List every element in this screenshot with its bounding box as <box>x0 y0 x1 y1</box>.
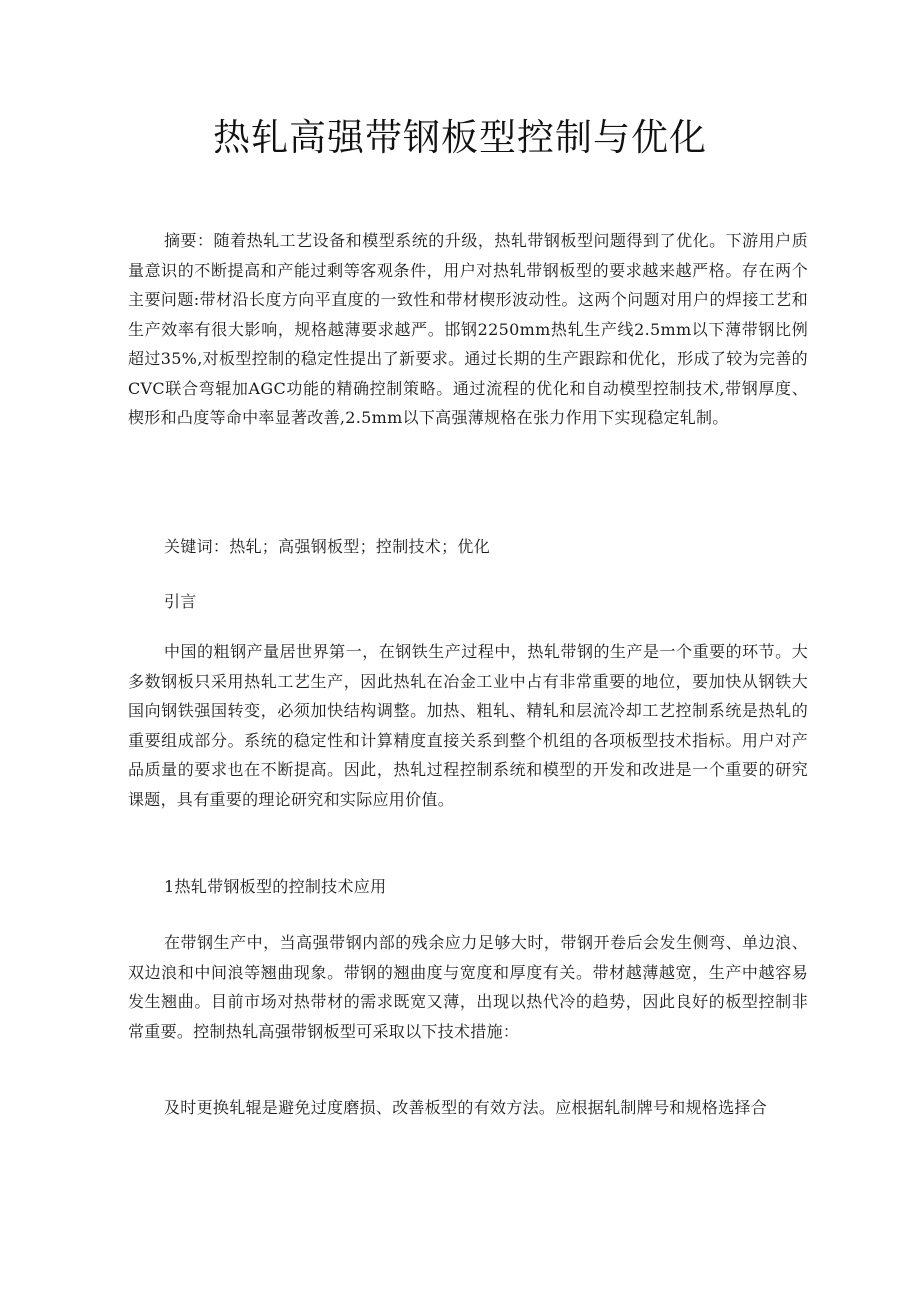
keywords-line: 关键词：热轧；高强钢板型；控制技术；优化 <box>164 537 491 556</box>
section-paragraph: 在带钢生产中，当高强带钢内部的残余应力足够大时，带钢开卷后会发生侧弯、单边浪、双边浪和中间浪等翘曲现象。带钢的翘曲度与宽度和厚度有关。带材越薄越宽，生产中越容易发生翘曲。目前市场对热带材的需求既宽又薄，出现以热代冷的趋势，因此良好的板型控制非常重要。控制热轧高强带钢板型可采取以下技术措施： <box>128 933 808 1041</box>
section-heading: 1热轧带钢板型的控制技术应用 <box>164 877 387 896</box>
section-paragraph-continued: 及时更换轧辊是避免过度磨损、改善板型的有效方法。应根据轧制牌号和规格选择合 <box>164 1098 768 1117</box>
abstract-paragraph: 摘要：随着热轧工艺设备和模型系统的升级，热轧带钢板型问题得到了优化。下游用户质量意识的不断提高和产能过剩等客观条件，用户对热轧带钢板型的要求越来越严格。存在两个主要问题:带材沿长度方向平直度的一致性和带材楔形波动性。这两个问题对用户的焊接工艺和生产效率有很大影响，规格越薄要求越严。邯钢2250mm热轧生产线2.5mm以下薄带钢比例超过35%,对板型控制的稳定性提出了新要求。通过长期的生产跟踪和优化，形成了较为完善的CVC联合弯辊加AGC功能的精确控制策略。通过流程的优化和自动模型控制技术,带钢厚度、楔形和凸度等命中率显著改善,2.5mm以下高强薄规格在张力作用下实现稳定轧制。 <box>128 231 808 427</box>
intro-paragraph: 中国的粗钢产量居世界第一，在钢铁生产过程中，热轧带钢的生产是一个重要的环节。大多数钢板只采用热轧工艺生产，因此热轧在冶金工业中占有非常重要的地位，要加快从钢铁大国向钢铁强国转变，必须加快结构调整。加热、粗轧、精轧和层流冷却工艺控制系统是热轧的重要组成部分。系统的稳定性和计算精度直接关系到整个机组的各项板型技术指标。用户对产品质量的要求也在不断提高。因此，热轧过程控制系统和模型的开发和改进是一个重要的研究课题，具有重要的理论研究和实际应用价值。 <box>128 642 808 809</box>
document-title: 热轧高强带钢板型控制与优化 <box>213 116 707 159</box>
intro-heading: 引言 <box>164 592 197 611</box>
